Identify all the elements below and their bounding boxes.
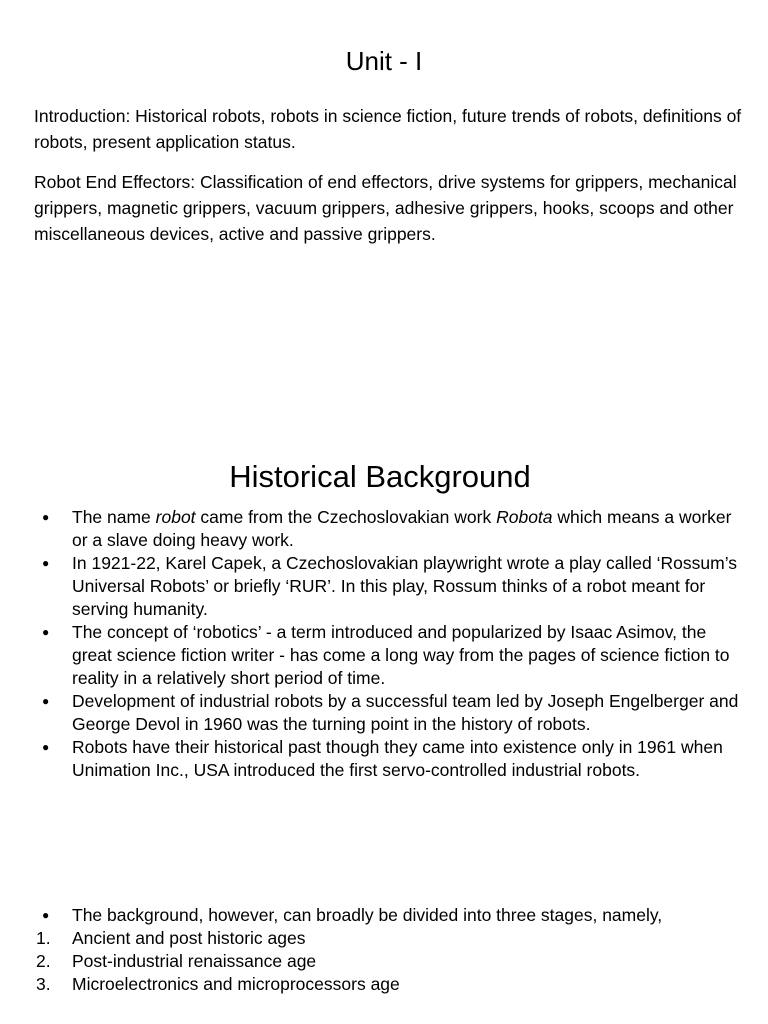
list-item	[0, 506, 768, 552]
unit-title: Unit - I	[345, 46, 423, 76]
list-item	[0, 736, 768, 782]
item-number: 3.	[36, 974, 51, 994]
bullet-marker: ●	[42, 625, 50, 639]
emphasis-robota: Robota	[496, 507, 553, 527]
bullet-marker: ●	[42, 908, 50, 922]
list-item	[0, 690, 768, 736]
numbered-item-text: Ancient and post historic ages	[72, 928, 306, 948]
list-item	[0, 621, 768, 690]
bullet-marker: ●	[42, 510, 50, 524]
emphasis-robot: robot	[155, 507, 196, 527]
bullet-marker: ●	[42, 740, 50, 754]
historical-bullet-list	[0, 506, 768, 782]
stages-intro-text: The background, however, can broadly be divided into three stages, namely,	[72, 905, 663, 925]
numbered-item-text: Microelectronics and microprocessors age	[72, 974, 400, 994]
end-effectors-paragraph: Robot End Effectors: Classification of end effectors, drive systems for grippers, mechanical grippers, magnetic grippers, vacuum grippers, adhesive grippers, hooks, scoops and other miscellaneous devices, active and passive grippers.	[34, 172, 737, 244]
list-item	[0, 904, 768, 927]
numbered-item	[0, 950, 768, 973]
item-number: 2.	[36, 951, 51, 971]
numbered-item	[0, 973, 768, 996]
list-item-text: In 1921-22, Karel Capek, a Czechoslovakian playwright wrote a play called ‘Rossum’s Universal Robots’ or briefly ‘RUR’. In this play, Rossum thinks of a robot meant for serving humanity.	[72, 553, 738, 619]
stages-list	[0, 904, 768, 996]
intro-paragraph: Introduction: Historical robots, robots in science fiction, future trends of robots, definitions of robots, present application status.	[34, 106, 742, 152]
list-item-text: Development of industrial robots by a successful team led by Joseph Engelberger and George Devol in 1960 was the turning point in the history of robots.	[72, 691, 739, 734]
numbered-item	[0, 927, 768, 950]
list-item-text: The name robot came from the Czechoslovakian work Robota which means a worker or a slave doing heavy work.	[72, 507, 732, 550]
section-title: Historical Background	[229, 459, 531, 494]
bullet-marker: ●	[42, 694, 50, 708]
item-number: 1.	[36, 928, 51, 948]
list-item	[0, 552, 768, 621]
list-item-text: Robots have their historical past though they came into existence only in 1961 when Unimation Inc., USA introduced the first servo-controlled industrial robots.	[72, 737, 723, 780]
list-item-text: The concept of ‘robotics’ - a term introduced and popularized by Isaac Asimov, the great science fiction writer - has come a long way from the pages of science fiction to reality in a relatively short period of time.	[72, 622, 730, 688]
bullet-marker: ●	[42, 556, 50, 570]
numbered-item-text: Post-industrial renaissance age	[72, 951, 317, 971]
